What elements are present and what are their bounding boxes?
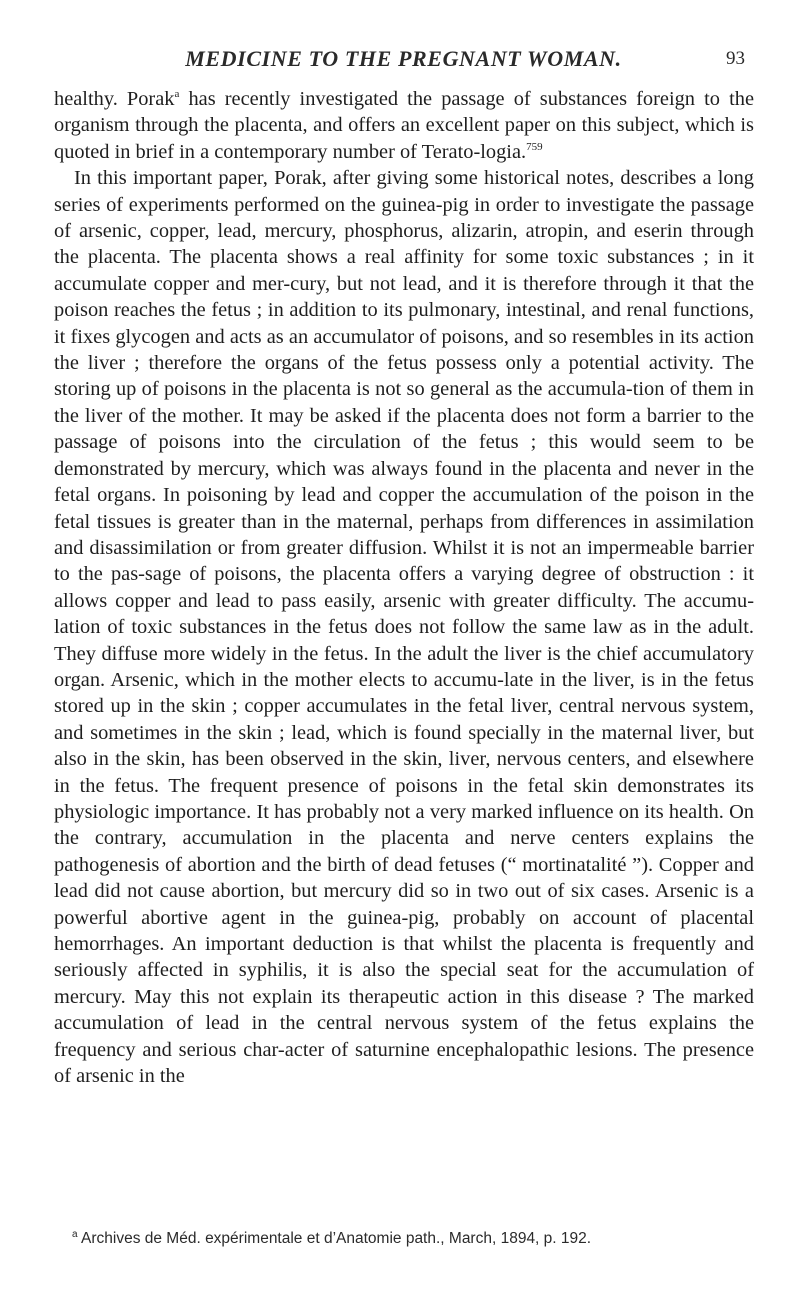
reference-number: 759 — [526, 140, 543, 153]
paragraph-1-text-start: healthy. Porak — [54, 88, 175, 110]
paragraph-2: In this important paper, Porak, after giving some historical notes, describes a long series of experiments performed on the guinea-pig in order to investigate the passage of arsenic, copper, lead, mercury, phosphorus, alizarin, atropin, and eserin through the placenta. The placenta shows a real affinity for some toxic substances ; in it accumulate copper and mer-cury, but not lead, and it is therefore through it that the poison reaches the fetus ; in addition to its pulmonary, intestinal, and renal functions, it fixes glycogen and acts as an accumulator of poisons, and so resembles in its action the liver ; therefore the organs of the fetus possess only a potential activity. The storing up of poisons in the placenta is not so general as the accumula-tion of them in the liver of the mother. It may be asked if the placenta does not form a barrier to the passage of poisons into the circulation of the fetus ; this would seem to be demonstrated by mercury, which was always found in the placenta and never in the fetal organs. In poisoning by lead and copper the accumulation of the poison in the fetal tissues is greater than in the maternal, perhaps from differences in assimilation and disassimilation or from greater diffusion. Whilst it is not an impermeable barrier to the pas-sage of poisons, the placenta offers a varying degree of obstruction : it allows copper and lead to pass easily, arsenic with greater difficulty. The accumu-lation of toxic substances in the fetus does not follow the same law as in the adult. They diffuse more widely in the fetus. In the adult the liver is the chief accumulatory organ. Arsenic, which in the mother elects to accumu-late in the liver, is in the fetus stored up in the skin ; copper accumulates in the fetal liver, central nervous system, and sometimes in the skin ; lead, which is found specially in the maternal liver, but also in the skin, has been observed in the skin, liver, nervous centers, and elsewhere in the fetus. The frequent presence of poisons in the fetal skin demonstrates its physiologic importance. It has probably not a very marked influence on its health. On the contrary, accumulation in the placenta and nerve centers explains the pathogenesis of abortion and the birth of dead fetuses (“ mortinatalité ”). Copper and lead did not cause abortion, but mercury did so in two out of six cases. Arsenic is a powerful abortive agent in the guinea-pig, probably on account of placental hemorrhages. An important deduction is that whilst the placenta is frequently and seriously affected in syphilis, it is also the special seat for the accumulation of mercury. May this not explain its therapeutic action in this disease ? The marked accumulation of lead in the central nervous system of the fetus explains the frequency and serious char-acter of saturnine encephalopathic lesions. The presence of arsenic in the — [54, 167, 754, 1088]
page-header — [112, 46, 745, 76]
paragraph-1 — [54, 86, 754, 165]
page-number: 93 — [726, 48, 745, 69]
footnote-marker-label: a — [72, 1229, 78, 1240]
footnote-text: Archives de Méd. expérimentale et d’Anatomie path., March, 1894, p. 192. — [77, 1230, 592, 1247]
footnote-marker: a — [174, 88, 180, 100]
paragraph-1-text: has recently investigated the passage of substances foreign to the organism through the placenta, and offers an excellent paper on this subject, which is quoted in brief in a contemporary number of Terato-logia. — [54, 88, 754, 163]
body-text — [54, 86, 754, 1089]
footnote — [72, 1229, 762, 1249]
running-head: MEDICINE TO THE PREGNANT WOMAN. — [185, 46, 622, 71]
